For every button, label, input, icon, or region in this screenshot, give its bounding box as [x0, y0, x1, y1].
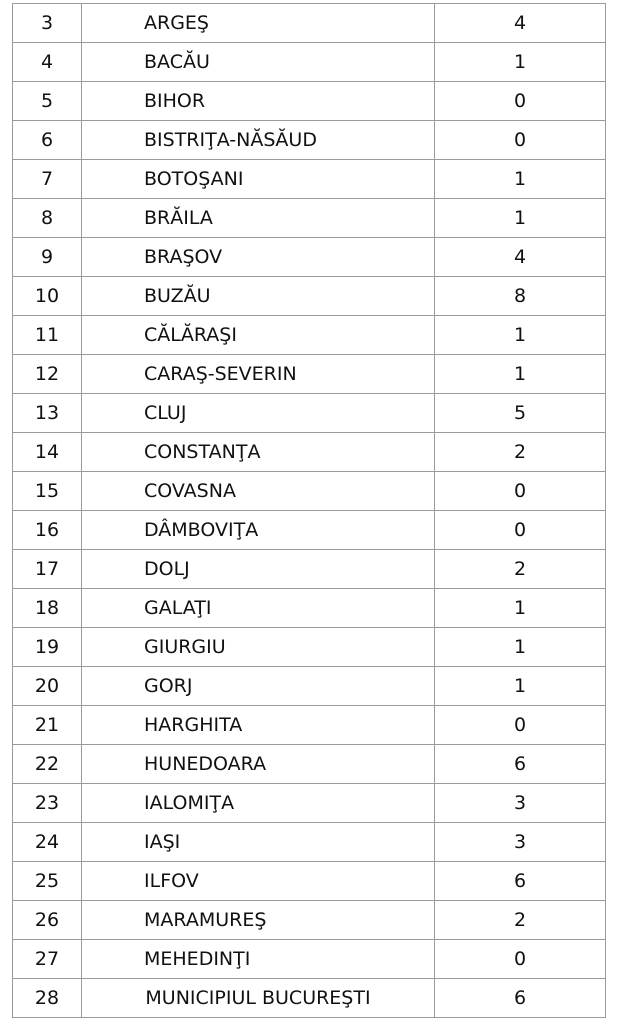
table-row — [13, 433, 606, 472]
county-name: GORJ — [82, 667, 435, 706]
table-row — [13, 940, 606, 979]
county-name: DOLJ — [82, 550, 435, 589]
table-row — [13, 550, 606, 589]
county-name: DÂMBOVIŢA — [82, 511, 435, 550]
table-row — [13, 589, 606, 628]
table-row — [13, 277, 606, 316]
county-name: IAŞI — [82, 823, 435, 862]
table-row — [13, 511, 606, 550]
row-number: 4 — [13, 43, 82, 82]
row-number: 17 — [13, 550, 82, 589]
row-number: 6 — [13, 121, 82, 160]
county-count: 1 — [435, 43, 606, 82]
county-count: 1 — [435, 589, 606, 628]
table-row — [13, 667, 606, 706]
row-number: 20 — [13, 667, 82, 706]
table-row — [13, 160, 606, 199]
county-name: ILFOV — [82, 862, 435, 901]
row-number: 19 — [13, 628, 82, 667]
row-number: 13 — [13, 394, 82, 433]
row-number: 24 — [13, 823, 82, 862]
row-number: 14 — [13, 433, 82, 472]
county-name: GALAŢI — [82, 589, 435, 628]
table-row — [13, 394, 606, 433]
table-row — [13, 784, 606, 823]
row-number: 27 — [13, 940, 82, 979]
county-name: CONSTANŢA — [82, 433, 435, 472]
county-name: ARGEŞ — [82, 4, 435, 43]
county-name: GIURGIU — [82, 628, 435, 667]
row-number: 10 — [13, 277, 82, 316]
county-name: CLUJ — [82, 394, 435, 433]
county-count: 2 — [435, 433, 606, 472]
county-count: 4 — [435, 4, 606, 43]
row-number: 26 — [13, 901, 82, 940]
county-count: 1 — [435, 667, 606, 706]
county-count: 5 — [435, 394, 606, 433]
row-number: 11 — [13, 316, 82, 355]
county-count: 6 — [435, 979, 606, 1018]
county-name: BRAŞOV — [82, 238, 435, 277]
table-row — [13, 4, 606, 43]
county-table — [12, 3, 606, 1018]
row-number: 15 — [13, 472, 82, 511]
county-count: 1 — [435, 355, 606, 394]
row-number: 23 — [13, 784, 82, 823]
county-count: 0 — [435, 121, 606, 160]
row-number: 8 — [13, 199, 82, 238]
row-number: 28 — [13, 979, 82, 1018]
county-name: MARAMUREŞ — [82, 901, 435, 940]
county-count: 1 — [435, 628, 606, 667]
county-name: HARGHITA — [82, 706, 435, 745]
table-row — [13, 979, 606, 1018]
table-row — [13, 43, 606, 82]
county-count: 2 — [435, 550, 606, 589]
row-number: 16 — [13, 511, 82, 550]
county-count: 0 — [435, 940, 606, 979]
table-row — [13, 121, 606, 160]
county-count: 3 — [435, 823, 606, 862]
table-row — [13, 901, 606, 940]
row-number: 3 — [13, 4, 82, 43]
row-number: 5 — [13, 82, 82, 121]
county-count: 0 — [435, 511, 606, 550]
county-count: 1 — [435, 199, 606, 238]
county-name: CARAŞ-SEVERIN — [82, 355, 435, 394]
table-row — [13, 745, 606, 784]
table-row — [13, 628, 606, 667]
county-name: BISTRIŢA-NĂSĂUD — [82, 121, 435, 160]
row-number: 22 — [13, 745, 82, 784]
county-name: MEHEDINŢI — [82, 940, 435, 979]
county-name: IALOMIŢA — [82, 784, 435, 823]
county-name: BRĂILA — [82, 199, 435, 238]
county-name: BUZĂU — [82, 277, 435, 316]
county-count: 4 — [435, 238, 606, 277]
row-number: 25 — [13, 862, 82, 901]
table-row — [13, 355, 606, 394]
table-row — [13, 238, 606, 277]
table-row — [13, 472, 606, 511]
row-number: 7 — [13, 160, 82, 199]
county-count: 8 — [435, 277, 606, 316]
county-name: HUNEDOARA — [82, 745, 435, 784]
table-row — [13, 316, 606, 355]
county-count: 6 — [435, 745, 606, 784]
row-number: 18 — [13, 589, 82, 628]
row-number: 9 — [13, 238, 82, 277]
county-count: 0 — [435, 472, 606, 511]
row-number: 21 — [13, 706, 82, 745]
table-row — [13, 706, 606, 745]
county-name: MUNICIPIUL BUCUREŞTI — [82, 979, 435, 1018]
table-body — [13, 4, 606, 1018]
table-row — [13, 82, 606, 121]
county-count: 1 — [435, 160, 606, 199]
county-name: COVASNA — [82, 472, 435, 511]
row-number: 12 — [13, 355, 82, 394]
county-count: 1 — [435, 316, 606, 355]
county-count: 3 — [435, 784, 606, 823]
county-name: BOTOŞANI — [82, 160, 435, 199]
table-row — [13, 199, 606, 238]
table-row — [13, 862, 606, 901]
table-row — [13, 823, 606, 862]
county-name: BACĂU — [82, 43, 435, 82]
county-name: CĂLĂRAŞI — [82, 316, 435, 355]
county-count: 6 — [435, 862, 606, 901]
county-count: 2 — [435, 901, 606, 940]
county-count: 0 — [435, 706, 606, 745]
county-count: 0 — [435, 82, 606, 121]
county-name: BIHOR — [82, 82, 435, 121]
